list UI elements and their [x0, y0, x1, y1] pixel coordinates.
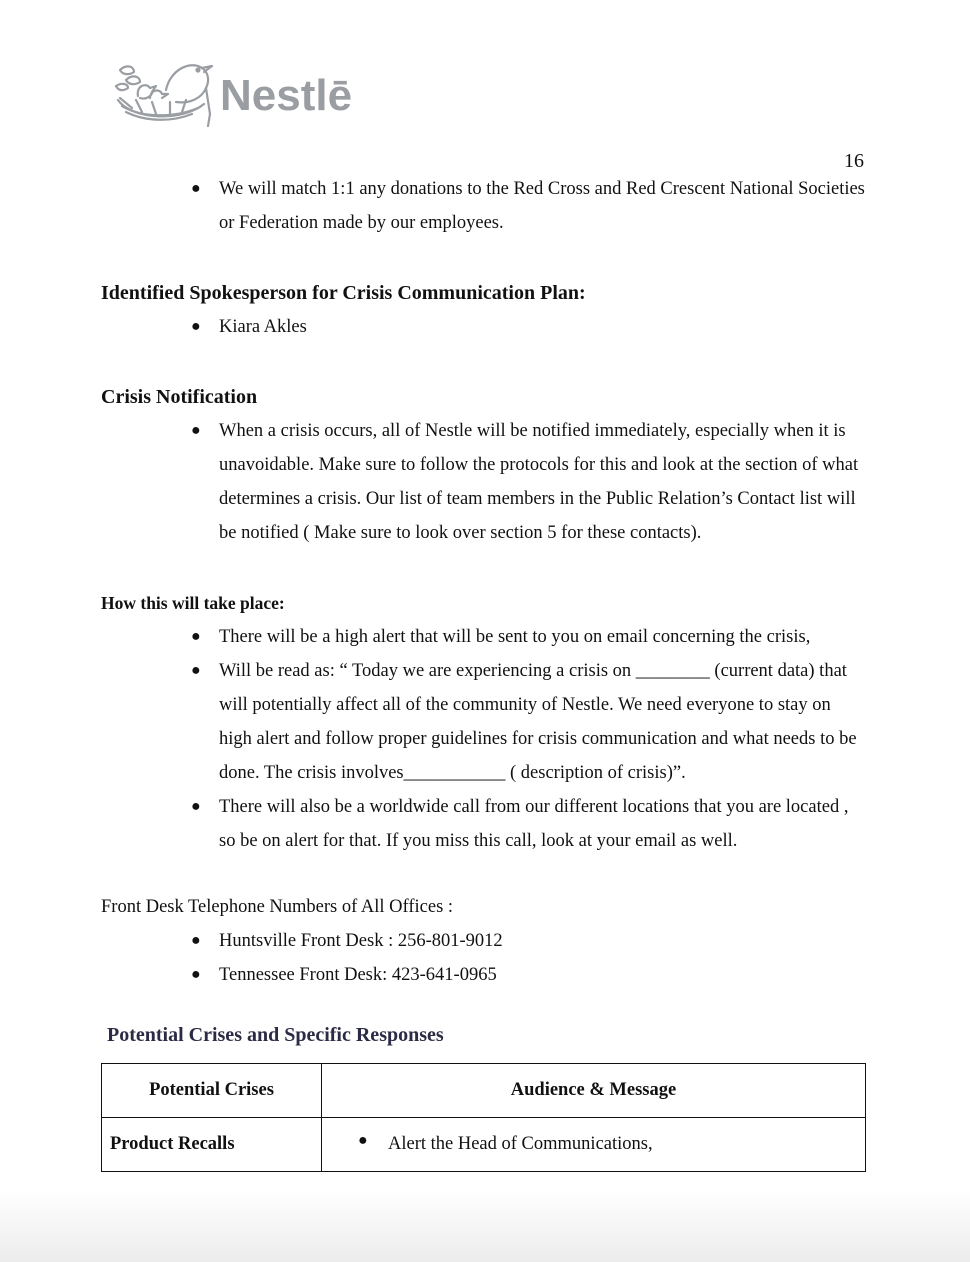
- phones-list: [101, 924, 866, 992]
- list-item: ● Tennessee Front Desk: 423-641-0965: [219, 958, 866, 992]
- notification-list: [101, 414, 866, 550]
- list-item: ● Kiara Akles: [219, 310, 866, 344]
- bullet-icon: ●: [191, 966, 201, 983]
- bullet-icon: ●: [191, 798, 201, 815]
- list-item: ● When a crisis occurs, all of Nestle will be notified immediately, especially when it is unavoidable. Make sure to follow the protocols for this and look at the section of what determines a crisis. Our list of team members in the Public Relation’s Contact list will be notified ( Make sure to look over section 5 for these contacts).: [219, 414, 866, 550]
- process-list: [101, 620, 866, 858]
- crises-table: [101, 1063, 866, 1172]
- bullet-icon: ●: [191, 180, 201, 197]
- bullet-icon: ●: [191, 318, 201, 335]
- spokesperson-heading: Identified Spokesperson for Crisis Communication Plan:: [101, 282, 586, 304]
- column-header: Audience & Message: [322, 1064, 866, 1118]
- list-item: ● There will be a high alert that will be sent to you on email concerning the crisis,: [219, 620, 866, 654]
- table-row: [102, 1118, 866, 1172]
- page-bottom-shadow: [0, 1190, 970, 1262]
- list-item: ● We will match 1:1 any donations to the Red Cross and Red Crescent National Societies or Federation made by our employees.: [219, 172, 866, 240]
- bullet-icon: ●: [358, 1132, 368, 1149]
- nest-bird-logo-icon: [112, 56, 372, 132]
- crisis-notification-heading: Crisis Notification: [101, 386, 258, 408]
- crisis-cell: Product Recalls: [102, 1118, 322, 1172]
- crises-section-title: Potential Crises and Specific Responses: [107, 1024, 444, 1046]
- table-header-row: [102, 1064, 866, 1118]
- list-item: ● There will also be a worldwide call from our different locations that you are located , so be on alert for that. If you miss this call, look at your email as well.: [219, 790, 866, 858]
- bullet-icon: ●: [191, 422, 201, 439]
- process-heading: How this will take place:: [101, 593, 285, 613]
- bullet-icon: ●: [191, 628, 201, 645]
- nestle-logo: [112, 56, 372, 132]
- spokesperson-list: [101, 310, 866, 344]
- intro-bullet-list: [101, 172, 866, 240]
- logo-wordmark: Nestlē: [220, 71, 353, 120]
- document-body: [101, 172, 866, 992]
- list-item: ● Huntsville Front Desk : 256-801-9012: [219, 924, 866, 958]
- page-number: 16: [844, 150, 864, 172]
- bullet-icon: ●: [191, 932, 201, 949]
- list-item: ● Will be read as: “ Today we are experiencing a crisis on ________ (current data) that will potentially affect all of the community of Nestle. We need everyone to stay on high alert and follow proper guidelines for crisis communication and what needs to be done. The crisis involves___________ ( description of crisis)”.: [219, 654, 866, 790]
- bullet-icon: ●: [191, 662, 201, 679]
- phones-heading: Front Desk Telephone Numbers of All Offices :: [101, 897, 454, 917]
- column-header: Potential Crises: [102, 1064, 322, 1118]
- message-cell: ● Alert the Head of Communications,: [322, 1118, 866, 1172]
